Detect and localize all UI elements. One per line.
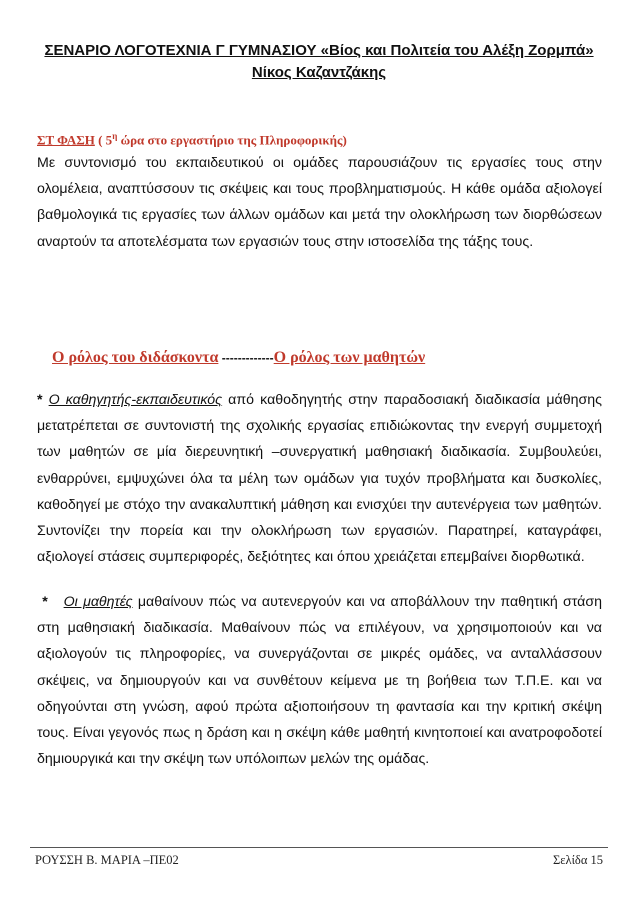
page-number: Σελίδα 15 bbox=[552, 853, 603, 867]
phase-label: ΣΤ ΦΑΣΗ bbox=[37, 132, 95, 148]
phase-sup: η bbox=[112, 131, 118, 141]
document-title bbox=[30, 40, 608, 84]
phase-heading bbox=[37, 126, 603, 150]
footer-author: ΡΟΥΣΣΗ Β. ΜΑΡΙΑ –ΠΕ02 bbox=[35, 853, 179, 867]
bullet-star: * bbox=[37, 392, 49, 408]
students-term: Οι μαθητές bbox=[63, 594, 133, 610]
footer-divider bbox=[30, 847, 608, 848]
students-paragraph bbox=[37, 589, 602, 772]
teacher-paragraph bbox=[37, 387, 602, 570]
roles-heading bbox=[52, 346, 612, 370]
phase-open: ( 5 bbox=[94, 132, 113, 148]
title-line-2: Νίκος Καζαντζάκης bbox=[251, 64, 387, 81]
heading-dashes: ------------- bbox=[218, 351, 274, 365]
phase-rest: ώρα στο εργαστήριο της Πληροφορικής) bbox=[117, 132, 347, 148]
students-text: μαθαίνουν πώς να αυτενεργούν και να αποβάλλουν την παθητική στάση στη μαθησιακή διαδικασία. Μαθαίνουν πώς να επιλέγουν, να χρησιμοποιούν και να αξιολογούν τις πληροφορίες, να συνεργάζονται σε μικρές ομάδες, να ανταλλάσσουν σκέψεις, να δημιουργούν και να συνθέτουν κείμενα με τη βοήθεια των Τ.Π.Ε. και να οδηγούνται στη γνώση, αφού πρώτα αξιοποιήσουν τη φαντασία και την κριτική σκέψη τους. Είναι γεγονός πως η δράση και η σκέψη κάθε μαθητή κινητοποιεί και ανατροφοδοτεί δημιουργικά και την σκέψη των υπόλοιπων μελών της ομάδας. bbox=[37, 594, 602, 768]
teacher-role-heading: Ο ρόλος του διδάσκοντα bbox=[52, 349, 219, 366]
teacher-term: Ο καθηγητής-εκπαιδευτικός bbox=[48, 392, 223, 408]
title-line-1: ΣΕΝΑΡΙΟ ΛΟΓΟΤΕΧΝΙΑ Γ ΓΥΜΝΑΣΙΟΥ «Βίος και Πολιτεία του Αλέξη Ζορμπά» bbox=[44, 42, 594, 59]
students-role-heading: Ο ρόλος των μαθητών bbox=[273, 349, 426, 366]
phase-paragraph: Με συντονισμό του εκπαιδευτικού οι ομάδες παρουσιάζουν τις εργασίες τους στην ολομέλεια, αναπτύσσουν τις σκέψεις και τους προβληματισμούς. Η κάθε ομάδα αξιολογεί βαθμολογικά τις εργασίες των άλλων ομάδων και μετά την ολοκλήρωση των διορθώσεων αναρτούν τα αποτελέσματα των εργασιών τους στην ιστοσελίδα της τάξης τους. bbox=[37, 155, 602, 250]
bullet-star: * bbox=[37, 594, 64, 610]
teacher-text: από καθοδηγητής στην παραδοσιακή διαδικασία μάθησης μετατρέπεται σε συντονιστή της σχολικής εργασίας επιδιώκοντας την ενεργή συμμετοχή των μαθητών σε μία διερευνητική –συνεργατική μαθησιακή διαδικασία. Συμβουλεύει, ενθαρρύνει, εμψυχώνει όλα τα μέλη των ομάδων για τυχόν προβλήματα και δυσκολίες, καθοδηγεί με στόχο την ανακαλυπτική μάθηση και ενισχύει την αυτενέργεια των μαθητών. Συντονίζει την πορεία και την ολοκλήρωση των εργασιών. Παρατηρεί, καταγράφει, αξιολογεί στάσεις συμπεριφορές, δεξιότητες και όπου χρειάζεται επεμβαίνει διορθωτικά. bbox=[37, 392, 602, 566]
